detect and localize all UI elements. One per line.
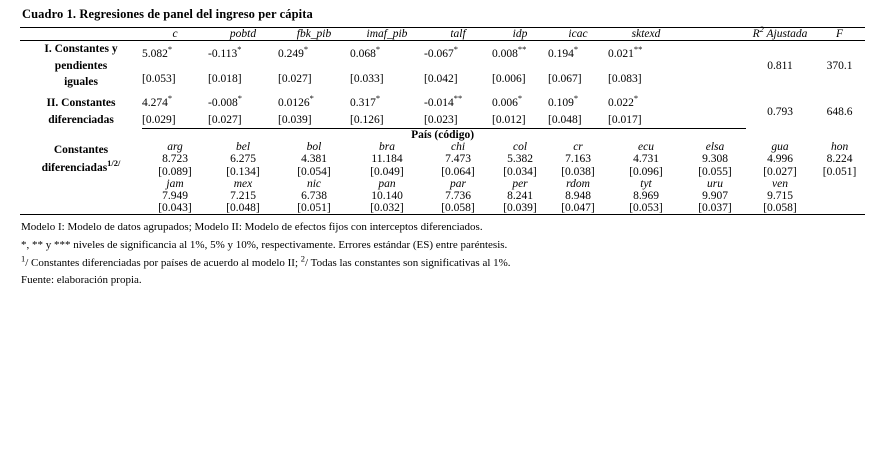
country-se-empty — [814, 202, 865, 215]
country-se: [0.058] — [746, 202, 814, 215]
model-1-r2: 0.811 — [746, 41, 814, 92]
country-value-empty — [814, 190, 865, 202]
country-se: [0.037] — [684, 202, 746, 215]
model-2-gap-2 — [684, 111, 746, 128]
country-se: [0.039] — [492, 202, 548, 215]
country-value: 7.736 — [445, 189, 471, 202]
header-fbk-pib: fbk_pib — [278, 28, 350, 41]
country-value: 4.731 — [633, 153, 659, 166]
country-se: [0.064] — [441, 165, 475, 178]
model-2-coef-row — [20, 95, 865, 111]
table-title: Cuadro 1. Regresiones de panel del ingreso per cápita — [22, 7, 313, 21]
country-value: 11.184 — [371, 153, 403, 166]
model-1-se-row — [20, 66, 865, 91]
model-2-se-pobtd: [0.027] — [208, 111, 278, 128]
model-1-se-sktexd: [0.083] — [608, 72, 642, 85]
country-table — [20, 129, 865, 215]
country-code: pan — [378, 177, 396, 190]
country-se: [0.027] — [763, 165, 797, 178]
country-se: [0.048] — [208, 202, 278, 215]
model-2-se-row — [20, 111, 865, 128]
model-1-se-imaf-pib: [0.033] — [350, 72, 384, 85]
country-value: 7.949 — [162, 189, 188, 202]
model-1-gap — [684, 41, 746, 67]
model-2-label: II. Constantes diferenciadas — [46, 97, 116, 126]
model-2-gap — [684, 95, 746, 111]
header-r2-ajustada: $R^2$ Ajustada — [746, 28, 814, 41]
model-2-coef-imaf-pib: 0.317* — [350, 93, 381, 110]
country-se: [0.058] — [424, 202, 492, 215]
country-values-row-2 — [20, 190, 865, 202]
country-code: elsa — [705, 140, 725, 153]
model-2-se-sktexd: [0.017] — [608, 111, 684, 128]
country-value: 9.907 — [702, 189, 728, 202]
header-c: c — [142, 28, 208, 41]
country-se: [0.047] — [548, 202, 608, 215]
model-1-gap-2 — [684, 66, 746, 91]
country-se: [0.096] — [629, 165, 663, 178]
country-code: chi — [450, 140, 466, 153]
country-code: uru — [707, 177, 723, 190]
table-notes — [21, 215, 866, 291]
regression-table — [20, 24, 865, 129]
country-se-row-2 — [20, 202, 865, 215]
model-1-se-icac: [0.067] — [548, 72, 582, 85]
header-icac: icac — [548, 28, 608, 41]
country-code: hon — [830, 140, 849, 153]
model-2-se-icac: [0.048] — [548, 111, 608, 128]
model-2-se-imaf-pib: [0.126] — [350, 111, 424, 128]
header-f: F — [814, 28, 865, 41]
note-line-4: Fuente: elaboración propia. — [21, 274, 142, 287]
country-value: 7.473 — [445, 153, 471, 166]
country-code: bra — [379, 140, 395, 153]
note-line-1: Modelo I: Modelo de datos agrupados; Modelo II: Modelo de efectos fijos con interceptos diferenciados. — [21, 220, 483, 233]
country-se: [0.043] — [142, 202, 208, 215]
country-label-spacer-3 — [20, 202, 142, 215]
note-line-2: *, ** y *** niveles de significancia al 1%, 5% y 10%, respectivamente. Errores estándar (ES) entre paréntesis. — [21, 238, 508, 251]
country-codes-row-1 — [20, 141, 865, 153]
country-code: rdom — [566, 177, 590, 190]
model-2-se-idp: [0.012] — [492, 111, 548, 128]
country-value: 6.738 — [301, 189, 327, 202]
country-se: [0.051] — [822, 165, 857, 178]
model-2-coef-sktexd: 0.022* — [608, 93, 639, 110]
header-imaf-pib: imaf_pib — [350, 28, 424, 41]
model-2-coef-fbk-pib: 0.0126* — [278, 93, 314, 110]
model-2-se-talf: [0.023] — [424, 111, 492, 128]
country-se: [0.054] — [297, 165, 331, 178]
country-label-spacer — [20, 178, 142, 190]
country-se: [0.055] — [698, 165, 732, 178]
country-value: 7.215 — [230, 189, 256, 202]
country-value: 8.224 — [826, 153, 853, 166]
country-value: 10.140 — [371, 189, 403, 202]
country-code: per — [512, 177, 528, 190]
country-value: 8.948 — [565, 189, 591, 202]
country-code: jam — [166, 177, 184, 190]
country-code: nic — [306, 177, 322, 190]
country-value: 6.275 — [230, 153, 256, 166]
country-value: 8.241 — [507, 189, 533, 202]
model-1-se-idp: [0.006] — [492, 72, 526, 85]
country-se: [0.134] — [226, 165, 260, 178]
country-code: cr — [573, 140, 583, 153]
model-1-se-c: [0.053] — [142, 72, 176, 85]
header-sktexd: sktexd — [608, 28, 684, 41]
table-header-row — [20, 28, 865, 41]
country-value: 4.996 — [767, 153, 793, 166]
country-value: 4.381 — [301, 153, 327, 166]
header-blank-2 — [684, 28, 746, 41]
country-section-header-row — [20, 129, 865, 141]
model-1-label: I. Constantes y pendientes iguales — [20, 41, 142, 92]
country-value: 8.723 — [162, 153, 188, 166]
header-idp: idp — [492, 28, 548, 41]
model-1-f: 370.1 — [814, 41, 865, 92]
model-1-coef-icac: 0.194* — [548, 41, 608, 67]
country-code: tyt — [640, 177, 652, 190]
country-se: [0.032] — [350, 202, 424, 215]
country-value: 5.382 — [507, 153, 533, 166]
model-1-coef-idp: 0.008** — [492, 41, 548, 67]
country-section-header: País (código) — [411, 128, 475, 141]
country-row-label: Constantes diferenciadas$^{1/2/}$ — [41, 143, 121, 175]
model-1-se-talf: [0.042] — [424, 72, 458, 85]
country-code: ven — [772, 177, 788, 190]
model-2-r2: 0.793 — [767, 105, 793, 118]
country-value: 9.715 — [767, 189, 793, 202]
country-code: col — [512, 140, 528, 153]
country-code: ecu — [638, 140, 654, 153]
model-1-se-pobtd: [0.018] — [208, 72, 242, 85]
country-value: 7.163 — [565, 153, 591, 166]
note-line-3: $^1$/ Constantes diferenciadas por países de acuerdo al modelo II; $^2$/ Todas las constantes son significativas al 1%. — [21, 252, 511, 269]
model-1-coef-c: 5.082* — [142, 41, 208, 67]
country-code: arg — [167, 140, 183, 153]
model-1-coef-row — [20, 41, 865, 67]
model-2-coef-idp: 0.006* — [492, 93, 523, 110]
model-2-coef-icac: 0.109* — [548, 93, 579, 110]
model-2-se-c: [0.029] — [142, 111, 208, 128]
country-se-row-1 — [20, 165, 865, 177]
country-se: [0.038] — [561, 165, 595, 178]
country-label-spacer-2 — [20, 190, 142, 202]
country-se: [0.051] — [278, 202, 350, 215]
country-code: bol — [306, 140, 322, 153]
country-values-row-1 — [20, 153, 865, 165]
model-1-se-fbk-pib: [0.027] — [278, 72, 312, 85]
header-pobtd: pobtd — [208, 28, 278, 41]
model-1-coef-imaf-pib: 0.068* — [350, 41, 424, 67]
country-code: mex — [233, 177, 253, 190]
country-code: gua — [771, 140, 789, 153]
model-1-coef-sktexd: 0.021** — [608, 41, 684, 67]
model-2-se-fbk-pib: [0.039] — [278, 111, 350, 128]
model-2-coef-c: 4.274* — [142, 93, 173, 110]
model-1-coef-pobtd: -0.113* — [208, 41, 278, 67]
model-2-coef-talf: -0.014** — [424, 93, 463, 110]
country-se: [0.089] — [158, 165, 192, 178]
header-talf: talf — [424, 28, 492, 41]
country-code: par — [450, 177, 466, 190]
country-se: [0.034] — [503, 165, 537, 178]
model-1-coef-talf: -0.067* — [424, 41, 492, 67]
model-1-coef-fbk-pib: 0.249* — [278, 41, 350, 67]
country-value: 9.308 — [702, 153, 728, 166]
country-codes-row-2 — [20, 178, 865, 190]
country-se: [0.049] — [370, 165, 404, 178]
country-code: bel — [235, 140, 251, 153]
model-2-f: 648.6 — [826, 105, 853, 118]
country-value: 8.969 — [633, 189, 659, 202]
country-se: [0.053] — [608, 202, 684, 215]
country-code-empty — [814, 178, 865, 190]
header-blank — [20, 28, 142, 41]
model-2-coef-pobtd: -0.008* — [208, 93, 242, 110]
